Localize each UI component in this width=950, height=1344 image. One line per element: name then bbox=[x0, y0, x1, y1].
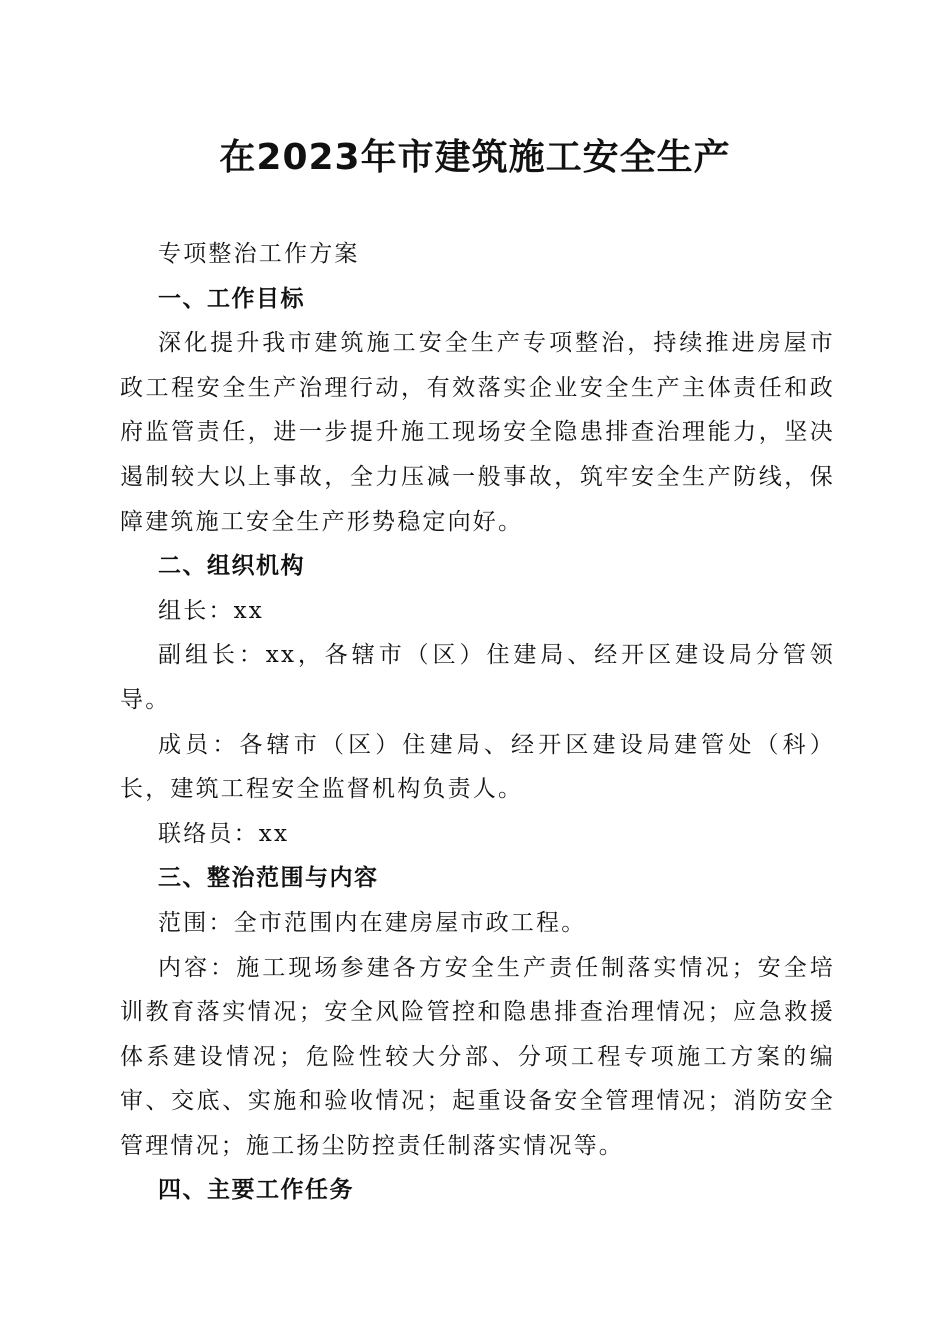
org-members: 成员：各辖市（区）住建局、经开区建设局建管处（科）长，建筑工程安全监督机构负责人。 bbox=[120, 731, 835, 803]
section-heading-tasks: 四、主要工作任务 bbox=[158, 1177, 354, 1204]
section-heading-goals: 一、工作目标 bbox=[158, 285, 305, 312]
content-paragraph: 内容：施工现场参建各方安全生产责任制落实情况；安全培训教育落实情况；安全风险管控和隐患排查治理情况；应急救援体系建设情况；危险性较大分部、分项工程专项施工方案的编审、交底、实施和验收情况；起重设备安全管理情况；消防安全管理情况；施工扬尘防控责任制落实情况等。 bbox=[120, 954, 835, 1159]
section-heading-organization: 二、组织机构 bbox=[158, 553, 305, 580]
org-deputy: 副组长：xx，各辖市（区）住建局、经开区建设局分管领导。 bbox=[120, 642, 835, 713]
document-title: 在2023年市建筑施工安全生产 bbox=[219, 137, 731, 178]
document-subtitle: 专项整治工作方案 bbox=[158, 241, 360, 267]
section-heading-scope: 三、整治范围与内容 bbox=[158, 865, 379, 892]
scope-paragraph: 范围：全市范围内在建房屋市政工程。 bbox=[158, 909, 587, 936]
org-leader: 组长：xx bbox=[158, 597, 264, 624]
goals-paragraph: 深化提升我市建筑施工安全生产专项整治，持续推进房屋市政工程安全生产治理行动，有效落实企业安全生产主体责任和政府监管责任，进一步提升施工现场安全隐患排查治理能力，坚决遏制较大以上事故，全力压减一般事故，筑牢安全生产防线，保障建筑施工安全生产形势稳定向好。 bbox=[120, 330, 835, 535]
org-liaison: 联络员：xx bbox=[158, 820, 290, 847]
document-body bbox=[120, 232, 835, 1213]
